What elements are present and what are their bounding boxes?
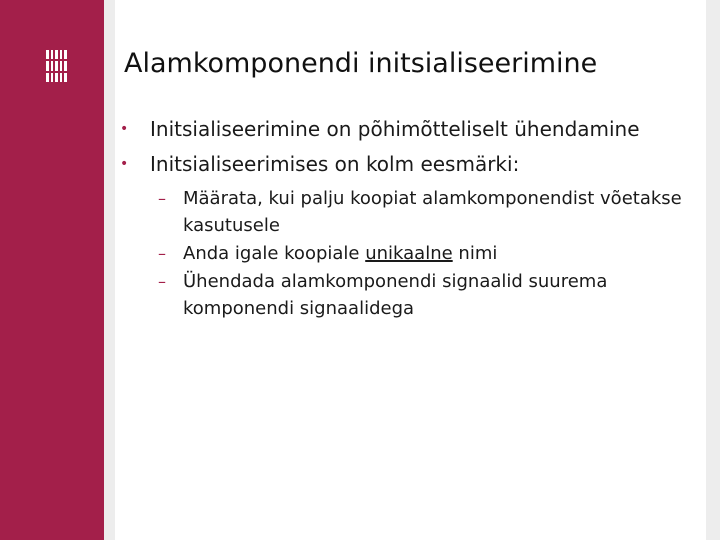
sub-bullet-list xyxy=(110,185,700,322)
barcode-logo-icon xyxy=(46,50,68,82)
sub-bullet-text: Määrata, kui palju koopiat alamkomponendist võetakse kasutusele xyxy=(183,188,682,236)
sub-bullet-item xyxy=(110,185,700,239)
slide-content xyxy=(110,115,700,323)
slide-title: Alamkomponendi initsialiseerimine xyxy=(124,48,598,79)
dash-marker: – xyxy=(158,272,166,291)
bullet-marker: • xyxy=(120,156,129,172)
right-edge-strip xyxy=(706,0,720,540)
sub-bullet-item xyxy=(110,268,700,322)
sub-bullet-text-after: nimi xyxy=(452,243,498,264)
bullet-item xyxy=(110,115,700,144)
bullet-marker: • xyxy=(120,121,129,137)
bullet-text: Initsialiseerimine on põhimõtteliselt ühendamine xyxy=(150,117,640,141)
underlined-word: unikaalne xyxy=(365,243,453,264)
dash-marker: – xyxy=(158,189,166,208)
bullet-item xyxy=(110,150,700,179)
sub-bullet-text-before: Anda igale koopiale xyxy=(183,243,366,264)
bullet-text: Initsialiseerimises on kolm eesmärki: xyxy=(150,152,520,176)
left-accent-bar xyxy=(0,0,104,540)
sub-bullet-text: Ühendada alamkomponendi signaalid suurema komponendi signaalidega xyxy=(183,271,608,319)
sub-bullet-item xyxy=(110,240,700,267)
dash-marker: – xyxy=(158,244,166,263)
